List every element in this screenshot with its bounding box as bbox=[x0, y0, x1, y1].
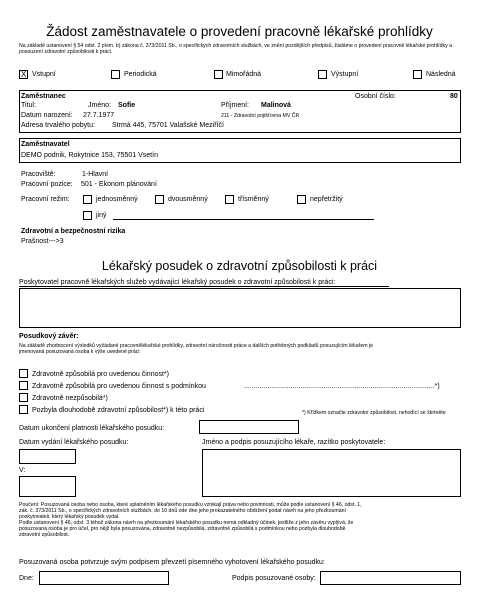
conclusion-option-lost: Pozbyla dlouhodobě zdravotní způsobilost*) k této práci bbox=[32, 407, 205, 414]
conclusion-checkbox-lost[interactable] bbox=[19, 405, 28, 414]
risk-heading: Zdravotní a bezpečnostní rizika bbox=[21, 228, 126, 235]
issue-date-field[interactable] bbox=[19, 449, 76, 464]
validity-label: Datum ukončení platnosti lékařského posudku: bbox=[19, 425, 165, 432]
checkbox-mark: X bbox=[21, 70, 27, 79]
exam-type-checkbox-mimoradna[interactable] bbox=[214, 70, 223, 79]
condition-dots: ..................................................................................................*) bbox=[244, 383, 440, 390]
workplace-value: 1-Hlavní bbox=[82, 171, 109, 178]
conclusion-checkbox-unfit[interactable] bbox=[19, 393, 28, 402]
regime-label-jiny: jiný bbox=[96, 212, 107, 219]
date-label: Dne: bbox=[19, 575, 34, 582]
regime-other-line[interactable] bbox=[113, 219, 374, 220]
name-value: Sofie bbox=[118, 102, 136, 109]
exam-type-label-vystupni: Výstupní bbox=[331, 71, 359, 78]
instruction-line: zdravotní způsobilost. bbox=[19, 532, 70, 538]
title-label: Titul: bbox=[21, 102, 36, 109]
conclusion-checkbox-conditional[interactable] bbox=[19, 381, 28, 390]
date-field[interactable] bbox=[39, 571, 169, 585]
surname-label: Příjmení: bbox=[221, 102, 250, 109]
page-title: Žádost zaměstnavatele o provedení pracovně lékařské prohlídky bbox=[46, 24, 433, 39]
insurance-value: 211 - Zdravotní pojišťovna MV ČR bbox=[221, 113, 300, 119]
exam-type-label-mimoradna: Mimořádná bbox=[226, 71, 262, 78]
employer-heading: Zaměstnavatel bbox=[21, 141, 70, 148]
regime-checkbox-nepretrzity[interactable] bbox=[297, 195, 306, 204]
exam-type-label-vstupni: Vstupní bbox=[32, 71, 56, 78]
employee-heading: Zaměstnanec bbox=[21, 93, 66, 100]
exam-type-label-periodicka: Periodická bbox=[124, 71, 157, 78]
provider-label-underline bbox=[19, 286, 389, 287]
regime-label-nepretrzity: nepřetržitý bbox=[310, 196, 343, 203]
v-label: V: bbox=[19, 467, 26, 474]
personal-number-value: 80 bbox=[450, 93, 458, 100]
doctor-signature-field[interactable] bbox=[202, 449, 461, 497]
position-value: 501 - Ekonom plánování bbox=[81, 181, 157, 188]
report-title: Lékařský posudek o zdravotní způsobilosti k práci bbox=[101, 259, 378, 273]
issue-label: Datum vydání lékařského posudku: bbox=[19, 439, 129, 446]
instruction-line: posuzovaná osoba je pro účel, pro nějž byla posuzována, zdravotně nezpůsobilá, zdravotně způsobilá s podmínkou nebo pozbyla dlouhodobě bbox=[19, 526, 346, 532]
exam-type-checkbox-periodicka[interactable] bbox=[111, 70, 120, 79]
address-label: Adresa trvalého pobytu: bbox=[21, 122, 95, 129]
regime-checkbox-dvousmenny[interactable] bbox=[155, 195, 164, 204]
birth-label: Datum narození: bbox=[21, 112, 73, 119]
risk-value: Prašnost--->3 bbox=[21, 238, 64, 245]
exam-type-label-nasledna: Následná bbox=[426, 71, 456, 78]
regime-checkbox-jednosmenny[interactable] bbox=[83, 195, 92, 204]
conclusion-footnote: *) Křížkem označte zdravotní způsobilost, nehodící se škrtněte bbox=[302, 410, 446, 416]
regime-label-dvousmenny: dvousměnný bbox=[168, 196, 208, 203]
instruction-line: Poučení: Posuzovaná osoba nebo osoba, které uplatněním lékařského posudku vznikají práva nebo povinnosti, může podle ustanovení § 46, odst. 1, bbox=[19, 502, 362, 508]
provider-box[interactable] bbox=[19, 288, 461, 328]
regime-label: Pracovní režim: bbox=[21, 196, 70, 203]
instruction-line: zák. č. 373/2011 Sb., o specifických zdravotních službách, do 10 dnů ode dne jeho prokazatelného obdržení podat návrh na jeho přezkoumání bbox=[19, 508, 346, 514]
address-value: Strmá 445, 75701 Valašské Meziříčí bbox=[112, 122, 224, 129]
conclusion-heading: Posudkový závěr: bbox=[19, 333, 79, 340]
intro-text: Na základě ustanovení § 54 odst. 2 písm. b) zákona č. 373/2011 Sb., o specifických zdravotních službách, ve znění pozdějších předpisů, žádáme o provedení pracovně lékařské prohlídky a posouzení zdravotní způsobilosti k práci. bbox=[19, 43, 453, 56]
conclusion-option-unfit: Zdravotně nezpůsobilá*) bbox=[32, 395, 108, 402]
doctor-label: Jméno a podpis posuzujícího lékaře, razítko poskytovatele: bbox=[202, 439, 386, 446]
confirm-text: Posuzovaná osoba potvrzuje svým podpisem převzetí písemného vyhotovení lékařského posudku: bbox=[19, 559, 325, 566]
regime-checkbox-trismenny[interactable] bbox=[225, 195, 234, 204]
signature-field[interactable] bbox=[320, 571, 461, 585]
position-label: Pracovní pozice: bbox=[21, 181, 73, 188]
regime-label-jednosmenny: jednosměnný bbox=[96, 196, 138, 203]
personal-number-label: Osobní číslo: bbox=[355, 93, 396, 100]
validity-field[interactable] bbox=[199, 420, 299, 434]
provider-label: Poskytovatel pracovně lékařských služeb vydávající lékařský posudek o zdravotní způsobilosti k práci: bbox=[19, 279, 336, 286]
regime-label-trismenny: třísměnný bbox=[238, 196, 269, 203]
surname-value: Malinová bbox=[261, 102, 291, 109]
instruction-line: poskytovateli, který lékařský posudek vydal. bbox=[19, 514, 120, 520]
exam-type-checkbox-vystupni[interactable] bbox=[318, 70, 327, 79]
birth-value: 27.7.1977 bbox=[83, 112, 115, 119]
conclusion-text: Na základě zhodnocení výsledků vyžádané pracovnělékařské prohlídky, zdravotní náročnosti práce a dalších potřebných podkladů posuzujícím lékařem je jmenovaná posuzovaná osoba k výše uvedené práci bbox=[19, 343, 374, 356]
conclusion-option-fit: Zdravotně způsobilá pro uvedenou činnost*) bbox=[32, 371, 169, 378]
regime-checkbox-jiny[interactable] bbox=[83, 211, 92, 220]
conclusion-option-conditional: Zdravotně způsobilá pro uvedenou činnost s podmínkou bbox=[32, 383, 206, 390]
exam-type-checkbox-vstupni[interactable] bbox=[19, 70, 28, 79]
instruction-line: Podle ustanovení § 46, odst. 3 téhož zákona návrh na přezkoumání lékařského posudku nemá odkladný účinek, jestliže z jeho závěru vyplývá, že bbox=[19, 520, 354, 526]
employer-value: DEMO podnik, Rokytnice 153, 75501 Vsetín bbox=[21, 152, 158, 159]
signature-label: Podpis posuzované osoby: bbox=[232, 575, 316, 582]
conclusion-checkbox-fit[interactable] bbox=[19, 369, 28, 378]
exam-type-checkbox-nasledna[interactable] bbox=[413, 70, 422, 79]
name-label: Jméno: bbox=[88, 102, 111, 109]
workplace-label: Pracoviště: bbox=[21, 171, 56, 178]
location-field[interactable] bbox=[19, 476, 76, 497]
